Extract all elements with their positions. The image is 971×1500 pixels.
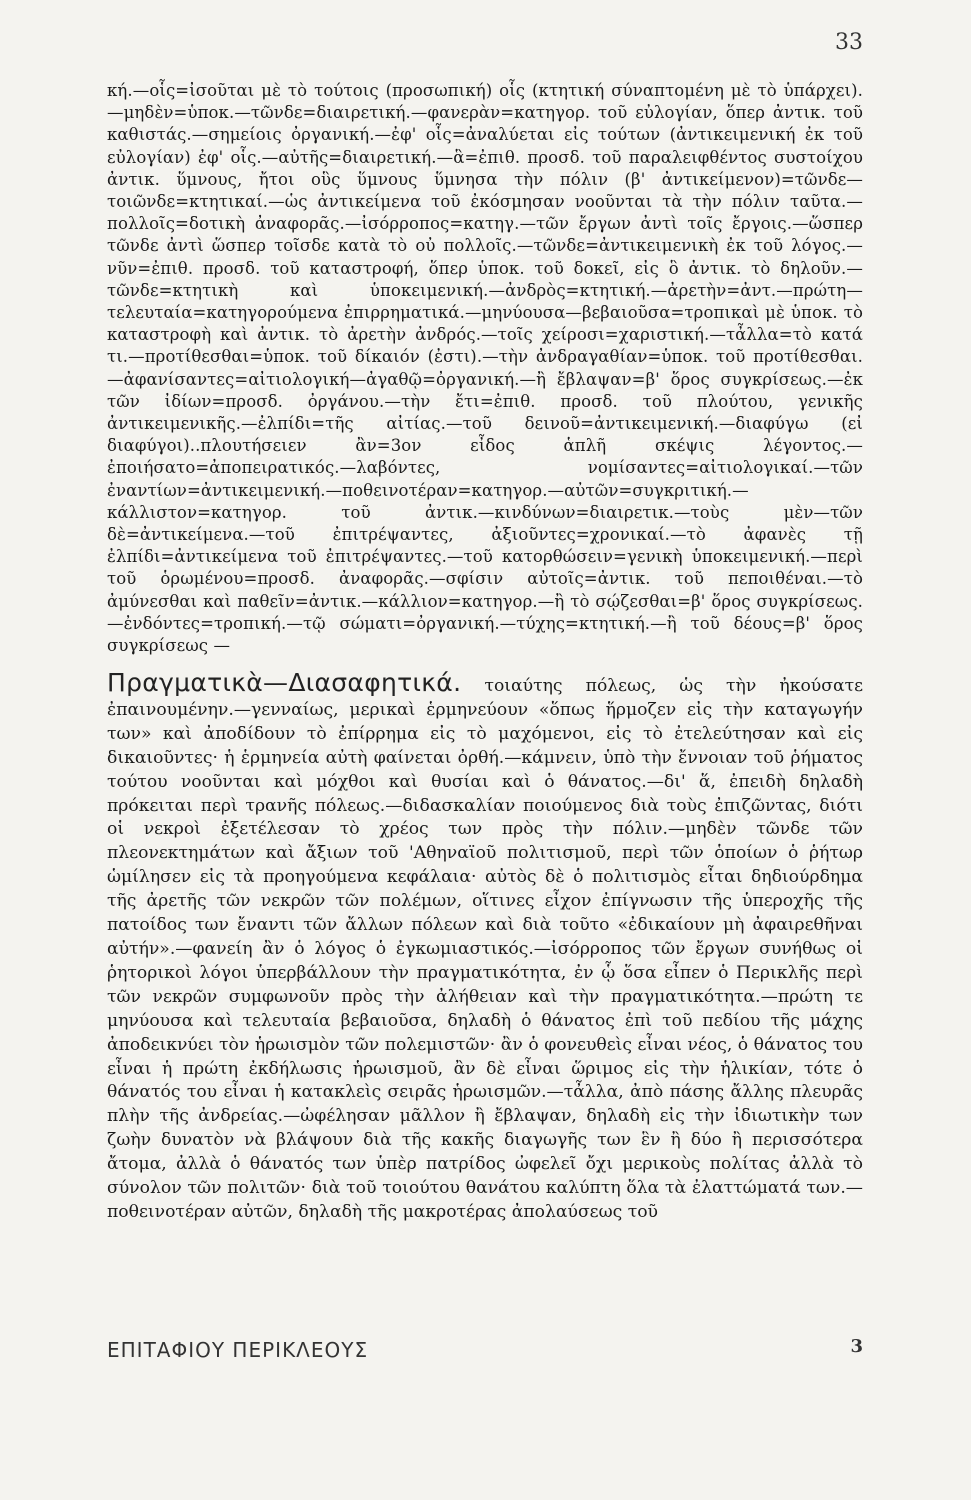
section-pragmatika [107, 668, 864, 1225]
section-title: Πραγματικὰ—Διασαφητικά. [107, 668, 462, 697]
footer-title: ΕΠΙΤΑΦΙΟΥ ΠΕΡΙΚΛΕΟΥΣ [107, 1338, 369, 1362]
grammar-paragraph: κή.—οἷς=ἰσοῦται μὲ τὸ τούτοις (προσωπική) οἷς (κτητική σύναπτομένη μὲ τὸ ὑπάρχει).—μηδὲν=ὑποκ.—τῶνδε=διαιρετική.—φανερὰν=κατηγορ. τοῦ εὐλογίαν, ὅπερ ἀντικ. τοῦ καθιστάς.—σημείοις ὀργανική.—ἐφ' οἷς=ἀναλύεται εἰς τούτων (ἀντικειμενική ἐκ τοῦ εὐλογίαν) ἐφ' οἷς.—αὐτῆς=διαιρετική.—ἃ=ἐπιθ. προσδ. τοῦ παραλειφθέντος συστοίχου ἀντικ. ὕμνους, ἤτοι οὓς ὕμνους ὕμνησα τὴν πόλιν (β' ἀντικείμενον)=τῶνδε—τοιῶνδε=κτητικαί.—ὡς ἀντικείμενα τοῦ ἐκόσμησαν νοοῦνται τὰ τὴν πόλιν ταῦτα.—πολλοῖς=δοτικὴ ἀναφορᾶς.—ἰσόρροπος=κατηγ.—τῶν ἔργων ἀντὶ τοῖς ἔργοις.—ὥσπερ τῶνδε ἀντὶ ὥσπερ τοῖσδε κατὰ τὸ οὐ πολλοῖς.—τῶνδε=ἀντικειμενικὴ ἐκ τοῦ λόγος.—νῦν=ἐπιθ. προσδ. τοῦ καταστροφή, ὅπερ ὑποκ. τοῦ δοκεῖ, εἰς ὃ ἀντικ. τὸ δηλοῦν.—τῶνδε=κτητικὴ καὶ ὑποκειμενική.—ἀνδρὸς=κτητική.—ἀρετὴν=ἀντ.—πρώτη—τελευταία=κατηγορούμενα ἐπιρρηματικά.—μηνύουσα—βεβαιοῦσα=τροπικαὶ μὲ ὑποκ. τὸ καταστροφὴ καὶ ἀντικ. τὸ ἀρετὴν ἀνδρός.—τοῖς χείροσι=χαριστική.—τἆλλα=τὸ κατά τι.—προτίθεσθαι=ὑποκ. τοῦ δίκαιόν (ἐστι).—τὴν ἀνδραγαθίαν=ὑποκ. τοῦ προτίθεσθαι.—ἀφανίσαντες=αἰτιολογική—ἀγαθῷ=ὀργανική.—ἢ ἔβλαψαν=β' ὅρος συγκρίσεως.—ἐκ τῶν ἰδίων=προσδ. ὀργάνου.—τὴν ἔτι=ἐπιθ. προσδ. τοῦ πλούτου, γενικῆς ἀντικειμενικῆς.—ἐλπίδι=τῆς αἰτίας.—τοῦ δεινοῦ=ἀντικειμενική.—διαφύγω (εἰ διαφύγοι)..πλουτήσειεν ἂν=3ον εἶδος ἁπλῆ σκέψις λέγοντος.—ἐποιήσατο=ἀποπειρατικός.—λαβόντες, νομίσαντες=αἰτιολογικαί.—τῶν ἐναντίων=ἀντικειμενική.—ποθεινοτέραν=κατηγορ.—αὐτῶν=συγκριτική.—κάλλιστον=κατηγορ. τοῦ ἀντικ.—κινδύνων=διαιρετικ.—τοὺς μὲν—τῶν δὲ=ἀντικείμενα.—τοῦ ἐπιτρέψαντες, ἀξιοῦντες=χρονικαί.—τὸ ἀφανὲς τῇ ἐλπίδι=ἀντικείμενα τοῦ ἐπιτρέψαντες.—τοῦ κατορθώσειν=γενικὴ ὑποκειμενική.—περὶ τοῦ ὁρωμένου=προσδ. ἀναφορᾶς.—σφίσιν αὐτοῖς=ἀντικ. τοῦ πεποιθέναι.—τὸ ἀμύνεσθαι καὶ παθεῖν=ἀντικ.—κάλλιον=κατηγορ.—ἢ τὸ σῴζεσθαι=β' ὅρος συγκρίσεως.—ἐνδόντες=τροπική.—τῷ σώματι=ὀργανική.—τύχης=κτητική.—ἢ τοῦ δέους=β' ὅρος συγκρίσεως — [107, 81, 863, 656]
grammar-notes [107, 80, 863, 657]
page-number: 33 [835, 30, 863, 55]
prose-paragraph [107, 668, 864, 1225]
prose-text: τοιαύτης πόλεως, ὡς τὴν ἠκούσατε ἐπαινουμένην.—γενναίως, μερικαὶ ἑρμηνεύουν «ὅπως ἥρμοζεν εἰς τὴν καταγωγήν των» καὶ ἀποδίδουν τὸ ἐπίρρημα εἰς τὸ μαχόμενοι, εἰς τὸ ἐτελεύτησαν καὶ εἰς δικαιοῦντες· ἡ ἑρμηνεία αὐτὴ φαίνεται ὀρθή.—κάμνειν, ὑπὸ τὴν ἔννοιαν τοῦ ῥήματος τούτου νοοῦνται καὶ μόχθοι καὶ θυσίαι καὶ ὁ θάνατος.—δι' ἅ, ἐπειδὴ δηλαδὴ πρόκειται περὶ τρανῆς πόλεως.—διδασκαλίαν ποιούμενος διὰ τοὺς ἐπιζῶντας, διότι οἱ νεκροὶ ἐξετέλεσαν τὸ χρέος των πρὸς τὴν πόλιν.—μηδὲν τῶνδε τῶν πλεονεκτημάτων καὶ ἄξιων τοῦ 'Αθηναϊοῦ πολιτισμοῦ, περὶ τῶν ὁποίων ὁ ῥήτωρ ὡμίλησεν εἰς τὰ προηγούμενα κεφάλαια· αὐτὸς δὲ ὁ πολιτισμὸς εἶται δηδιούρδημα τῆς ἀρετῆς τῶν νεκρῶν τῶν πολέμων, οἵτινες εἶχον ἐπίγνωσιν τῆς ὑπεροχῆς τῆς πατοίδος των ἔναντι τῶν ἄλλων πόλεων καὶ διὰ τοῦτο «ἐδικαίουν μὴ ἀφαιρεθῆναι αὐτήν».—φανείη ἂν ὁ λόγος ὁ ἐγκωμιαστικός.—ἰσόρροπος τῶν ἔργων συνήθως οἱ ῥητορικοὶ λόγοι ὑπερβάλλουν τὴν πραγματικότητα, ἐν ᾧ ὅσα εἶπεν ὁ Περικλῆς περὶ τῶν νεκρῶν συμφωνοῦν πρὸς τὴν ἀλήθειαν καὶ τὴν πραγματικότητα.—πρώτη τε μηνύουσα καὶ τελευταία βεβαιοῦσα, δηλαδὴ ὁ θάνατος ἐπὶ τοῦ πεδίου τῆς μάχης ἀποδεικνύει τὸν ἡρωισμὸν τῶν πολεμιστῶν· ἂν ὁ φονευθεὶς εἶναι νέος, ὁ θάνατος του εἶναι ἡ πρώτη ἐκδήλωσις ἡρωισμοῦ, ἂν δὲ εἶναι ὥριμος εἰς τὴν ἡλικίαν, τότε ὁ θάνατός του εἶναι ἡ κατακλεὶς σειρᾶς ἡρωισμῶν.—τἆλλα, ἀπὸ πάσης ἄλλης πλευρᾶς πλὴν τῆς ἀνδρείας.—ὠφέλησαν μᾶλλον ἢ ἔβλαψαν, δηλαδὴ εἰς τὴν ἰδιωτικὴν των ζωὴν δυνατὸν νὰ βλάψουν διὰ τῆς κακῆς διαγωγῆς των ἓν ἢ δύο ἢ περισσότερα ἄτομα, ἀλλὰ ὁ θάνατός των ὑπὲρ πατρίδος ὠφελεῖ ὄχι μερικοὺς πολίτας ἀλλὰ τὸ σύνολον τῶν πολιτῶν· διὰ τοῦ τοιούτου θανάτου καλύπτη ὅλα τὰ ἐλαττώματά των.—ποθεινοτέραν αὐτῶν, δηλαδὴ τῆς μακροτέρας ἀπολαύσεως τοῦ [107, 676, 864, 1222]
footer-signature-mark: 3 [850, 1336, 863, 1357]
